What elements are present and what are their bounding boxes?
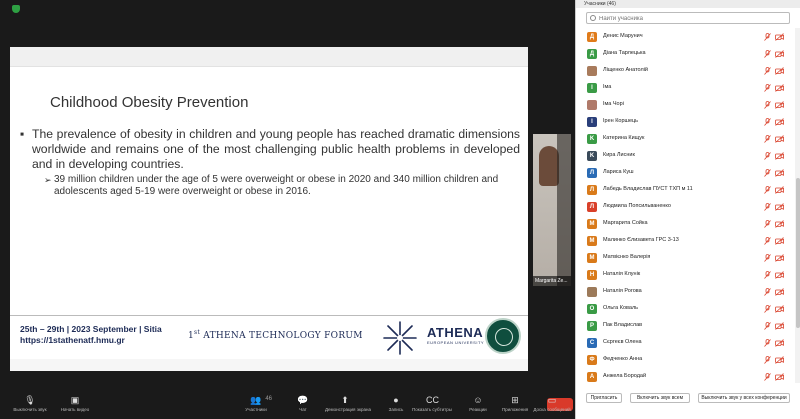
- avatar: Л: [587, 168, 597, 178]
- video-off-icon[interactable]: [775, 305, 784, 313]
- avatar: I: [587, 117, 597, 127]
- athena-star-logo-icon: [382, 320, 418, 356]
- video-off-icon[interactable]: [775, 33, 784, 41]
- university-seal-logo: [485, 318, 521, 354]
- forum-ordinal: 1: [188, 331, 195, 341]
- toolbar-label: Запись: [388, 407, 404, 412]
- mic-muted-icon[interactable]: [764, 84, 771, 92]
- participant-row[interactable]: [576, 232, 794, 249]
- record-icon: ●: [393, 395, 399, 405]
- avatar: M: [587, 219, 597, 229]
- shared-slide: [10, 47, 528, 371]
- mute-all-button[interactable]: Выключить звук у всех конференции: [698, 393, 790, 403]
- participant-list-scrollbar[interactable]: [795, 28, 800, 383]
- slide-bullet: [20, 127, 520, 172]
- video-off-icon[interactable]: [775, 254, 784, 262]
- mic-icon: 🎙: [24, 395, 36, 405]
- participant-name: Людмила Попсильваненко: [603, 203, 671, 209]
- video-off-icon[interactable]: [775, 237, 784, 245]
- video-button[interactable]: [55, 393, 95, 417]
- mic-muted-icon[interactable]: [764, 152, 771, 160]
- video-off-icon[interactable]: [775, 169, 784, 177]
- participant-name: Матвієнко Валерія: [603, 254, 651, 260]
- bullet-marker: ▪: [20, 127, 25, 141]
- avatar: K: [587, 134, 597, 144]
- whiteboard-icon: ▭: [547, 395, 557, 405]
- participant-name: Іма Чорі: [603, 101, 624, 107]
- athena-university-logo: [427, 325, 484, 345]
- apps-icon: ⊞: [511, 395, 519, 405]
- video-off-icon[interactable]: [775, 152, 784, 160]
- participant-name: Лабедь Владислав ПУСТ ТХП м 11: [603, 186, 693, 192]
- avatar: M: [587, 236, 597, 246]
- participant-list: [576, 28, 794, 385]
- video-off-icon[interactable]: [775, 271, 784, 279]
- participants-icon: 👥: [250, 395, 262, 405]
- participant-video-tile[interactable]: [533, 134, 571, 286]
- reactions-button[interactable]: [458, 393, 498, 417]
- video-participant-name: Margarita Ze...: [533, 276, 571, 286]
- participant-name: Малинко Єлизавета ГРС 3-13: [603, 237, 679, 243]
- participant-name: Анжела Бородай: [603, 373, 647, 379]
- slide-bottom-band: [10, 359, 528, 371]
- participant-row[interactable]: [576, 181, 794, 198]
- video-off-icon[interactable]: [775, 135, 784, 143]
- mic-muted-icon[interactable]: [764, 237, 771, 245]
- participant-row[interactable]: [576, 249, 794, 266]
- participant-name: Діана Тарлецька: [603, 50, 646, 56]
- participant-name: Ольга Коваль: [603, 305, 639, 311]
- slide-top-band: [10, 47, 528, 67]
- participant-name: Ірен Коршець: [603, 118, 639, 124]
- participants-panel-title: Учасники (46): [576, 0, 800, 8]
- reactions-icon: ☺: [473, 395, 483, 405]
- video-off-icon[interactable]: [775, 203, 784, 211]
- video-off-icon[interactable]: [775, 339, 784, 347]
- avatar: K: [587, 151, 597, 161]
- participant-row[interactable]: [576, 300, 794, 317]
- participant-row[interactable]: [576, 198, 794, 215]
- mic-muted-icon[interactable]: [764, 254, 771, 262]
- avatar: [587, 100, 597, 110]
- participant-row[interactable]: [576, 164, 794, 181]
- search-icon: [590, 15, 596, 21]
- mic-muted-icon[interactable]: [764, 118, 771, 126]
- participant-name: Денис Марунич: [603, 33, 643, 39]
- participant-row[interactable]: [576, 317, 794, 334]
- avatar: Д: [587, 32, 597, 42]
- participant-row[interactable]: [576, 45, 794, 62]
- athena-subtitle: EUROPEAN UNIVERSITY: [427, 340, 485, 345]
- mic-muted-icon[interactable]: [764, 356, 771, 364]
- mic-muted-icon[interactable]: [764, 101, 771, 109]
- video-off-icon[interactable]: [775, 84, 784, 92]
- participant-name: Іма: [603, 84, 612, 90]
- video-off-icon[interactable]: [775, 288, 784, 296]
- participants-button[interactable]: [236, 393, 276, 417]
- athena-name: ATHENA: [427, 325, 484, 340]
- footer-event-info: [20, 324, 162, 346]
- slide-subbullet: [44, 174, 520, 198]
- apps-button[interactable]: [495, 393, 535, 417]
- participant-row[interactable]: [576, 351, 794, 368]
- participant-search[interactable]: [586, 12, 790, 24]
- chat-button[interactable]: [283, 393, 323, 417]
- participant-row[interactable]: [576, 96, 794, 113]
- participant-row[interactable]: [576, 283, 794, 300]
- participant-name: Маргарита Сойка: [603, 220, 648, 226]
- captions-icon: CC: [426, 395, 439, 405]
- slide-footer: [10, 315, 528, 359]
- record-button[interactable]: [376, 393, 416, 417]
- participant-row[interactable]: [576, 79, 794, 96]
- chat-icon: 💬: [297, 395, 309, 405]
- forum-logo-text: [188, 329, 363, 341]
- participant-name: Ліщенко Анатолій: [603, 67, 648, 73]
- mic-muted-icon[interactable]: [764, 203, 771, 211]
- participant-name: Федченко Анна: [603, 356, 643, 362]
- toolbar-label: Начать видео: [60, 407, 90, 412]
- toolbar-label: Демонстрация экрана: [325, 407, 371, 412]
- video-off-icon[interactable]: [775, 50, 784, 58]
- toolbar-label: Чат: [299, 407, 307, 412]
- video-icon: ▣: [70, 395, 80, 405]
- participant-name: Наталія Клунік: [603, 271, 641, 277]
- video-off-icon[interactable]: [775, 67, 784, 75]
- mic-muted-icon[interactable]: [764, 322, 771, 330]
- participant-name: Кира Лисник: [603, 152, 635, 158]
- forum-ordinal-suffix: st: [194, 329, 201, 336]
- video-person: [539, 146, 559, 186]
- participant-name: Лариса Куш: [603, 169, 634, 175]
- meeting-toolbar: [0, 392, 575, 419]
- toolbar-label: Доска сообщений: [533, 407, 571, 412]
- mic-muted-icon[interactable]: [764, 135, 771, 143]
- mic-muted-icon[interactable]: [764, 373, 771, 381]
- video-shadow: [557, 134, 571, 286]
- toolbar-label: Приложения: [501, 407, 529, 412]
- share-icon: ⬆: [341, 395, 349, 405]
- video-off-icon[interactable]: [775, 356, 784, 364]
- participant-count: 46: [265, 396, 272, 402]
- mic-muted-icon[interactable]: [764, 50, 771, 58]
- footer-dates: 25th – 29th | 2023 September | Sitia: [20, 324, 162, 334]
- participant-row[interactable]: [576, 266, 794, 283]
- avatar: M: [587, 253, 597, 263]
- mic-muted-icon[interactable]: [764, 339, 771, 347]
- mic-muted-icon[interactable]: [764, 271, 771, 279]
- mic-muted-icon[interactable]: [764, 67, 771, 75]
- participant-row[interactable]: [576, 147, 794, 164]
- participants-panel-footer: [576, 388, 800, 408]
- mic-muted-icon[interactable]: [764, 288, 771, 296]
- avatar: A: [587, 372, 597, 382]
- invite-button[interactable]: Пригласить: [586, 393, 622, 403]
- scrollbar-thumb[interactable]: [796, 178, 800, 328]
- unmute-all-button[interactable]: Включить звук всем: [630, 393, 690, 403]
- bullet-text: The prevalence of obesity in children and young people has reached dramatic dimensions worldwide and remains one of the most challenging public health problems in developed and in developing countries.: [32, 127, 520, 171]
- toolbar-label: Показать субтитры: [412, 407, 452, 412]
- share-button[interactable]: [325, 393, 371, 417]
- avatar: Ф: [587, 355, 597, 365]
- participant-name: Катерина Кищук: [603, 135, 645, 141]
- avatar: Л: [587, 202, 597, 212]
- participant-name: Пак Владислав: [603, 322, 643, 328]
- avatar: [587, 66, 597, 76]
- mic-muted-icon[interactable]: [764, 169, 771, 177]
- toolbar-label: Участники: [245, 407, 267, 412]
- slide-title: Childhood Obesity Prevention: [50, 94, 249, 111]
- video-off-icon[interactable]: [775, 186, 784, 194]
- participant-row[interactable]: [576, 368, 794, 385]
- participant-row[interactable]: [576, 130, 794, 147]
- avatar: Л: [587, 185, 597, 195]
- participant-row[interactable]: [576, 215, 794, 232]
- mic-muted-icon[interactable]: [764, 305, 771, 313]
- participants-panel: [575, 0, 800, 419]
- mic-muted-icon[interactable]: [764, 33, 771, 41]
- video-off-icon[interactable]: [775, 373, 784, 381]
- toolbar-label: Реакции: [469, 407, 487, 412]
- mic-muted-icon[interactable]: [764, 186, 771, 194]
- participant-search-input[interactable]: [599, 14, 787, 23]
- meeting-top-bar: [0, 0, 575, 16]
- security-shield-icon[interactable]: [12, 5, 20, 13]
- avatar: C: [587, 338, 597, 348]
- avatar: I: [587, 83, 597, 93]
- whiteboard-button[interactable]: [532, 393, 572, 417]
- participant-row[interactable]: [576, 28, 794, 45]
- arrow-bullet-icon: ➢: [44, 175, 52, 185]
- footer-url: https://1stathenatf.hmu.gr: [20, 335, 125, 345]
- captions-button[interactable]: [412, 393, 452, 417]
- avatar: O: [587, 304, 597, 314]
- avatar: H: [587, 270, 597, 280]
- participant-row[interactable]: [576, 62, 794, 79]
- participant-row[interactable]: [576, 334, 794, 351]
- video-off-icon[interactable]: [775, 322, 784, 330]
- video-off-icon[interactable]: [775, 118, 784, 126]
- participant-name: Наталія Рогова: [603, 288, 642, 294]
- video-off-icon[interactable]: [775, 220, 784, 228]
- participant-name: Сєргеєв Олена: [603, 339, 642, 345]
- mic-button[interactable]: [10, 393, 50, 417]
- avatar: P: [587, 321, 597, 331]
- toolbar-label: Выключить звук: [13, 407, 47, 412]
- mic-muted-icon[interactable]: [764, 220, 771, 228]
- avatar: Д: [587, 49, 597, 59]
- participant-row[interactable]: [576, 113, 794, 130]
- subbullet-text: 39 million children under the age of 5 were overweight or obese in 2020 and 340 million children and adolescents aged 5-19 were overweight or obese in 2016.: [54, 174, 499, 197]
- video-off-icon[interactable]: [775, 101, 784, 109]
- avatar: [587, 287, 597, 297]
- forum-name: ATHENA TECHNOLOGY FORUM: [203, 331, 363, 341]
